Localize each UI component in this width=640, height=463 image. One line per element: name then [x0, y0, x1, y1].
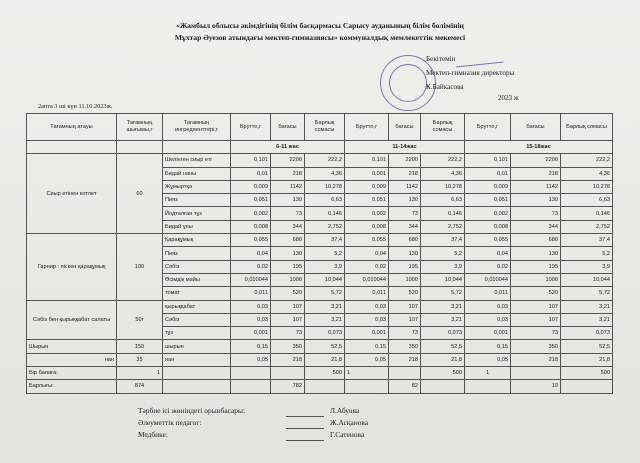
- cell: 0,009: [231, 180, 271, 193]
- dish-yield: 50г: [117, 300, 163, 340]
- signature-row: [138, 417, 368, 429]
- cell: 2,752: [421, 220, 465, 233]
- signature-name: Ж.Асқанова: [330, 418, 369, 427]
- table-header-row: [27, 114, 613, 141]
- cell: 1142: [389, 180, 421, 193]
- cell: 0,001: [345, 167, 389, 180]
- age-group-label: 11-14жас: [345, 141, 465, 154]
- cell: 52,5: [305, 340, 345, 353]
- ingredient: Сәбіз: [163, 260, 231, 273]
- cell: 0,051: [345, 194, 389, 207]
- ingredient: Қарақұмық: [163, 234, 231, 247]
- cell: 1000: [389, 273, 421, 286]
- cell: 500: [561, 367, 613, 380]
- cell: 73: [389, 327, 421, 340]
- cell: 73: [511, 327, 561, 340]
- cell: 0,01: [231, 167, 271, 180]
- cell: 344: [271, 220, 305, 233]
- signature-name: Л.Абуова: [330, 406, 360, 415]
- cell: 2200: [389, 154, 421, 167]
- dish-yield: 35: [117, 353, 163, 366]
- cell: 3,21: [421, 313, 465, 326]
- approval-line-2: Мектеп-гимназия директоры: [426, 69, 515, 77]
- cell: 0,03: [345, 313, 389, 326]
- cell: 0,15: [345, 340, 389, 353]
- column-header: бағасы: [511, 114, 561, 141]
- cell: 6,63: [421, 194, 465, 207]
- cell: 2,752: [561, 220, 613, 233]
- row-label: Бір балаға:: [27, 367, 117, 380]
- cell: 874: [117, 380, 163, 393]
- dish-name: Гарнир : піскен қарақұмық: [27, 234, 117, 300]
- cell: 0,02: [231, 260, 271, 273]
- cell: 5,72: [421, 287, 465, 300]
- cell: 0,002: [231, 207, 271, 220]
- cell: 0,073: [305, 327, 345, 340]
- table-row: [27, 154, 613, 167]
- dish-yield: 150: [117, 340, 163, 353]
- cell: 130: [271, 194, 305, 207]
- cell: 0,010044: [231, 273, 271, 286]
- ingredient: Сәбіз: [163, 313, 231, 326]
- cell: 0,03: [231, 300, 271, 313]
- signatures-block: [138, 405, 368, 441]
- cell: 73: [511, 207, 561, 220]
- menu-day: 2апта 3 ші күн 11.10.2023ж.: [38, 103, 113, 110]
- signature-mark: [286, 417, 324, 429]
- cell: 10: [511, 380, 561, 393]
- cell: 130: [271, 247, 305, 260]
- cell: 500: [305, 367, 345, 380]
- ingredient: Йодталған тұз: [163, 207, 231, 220]
- ingredient: томат: [163, 287, 231, 300]
- cell: 0,001: [465, 327, 511, 340]
- cell: 0,009: [345, 180, 389, 193]
- cell: 0,05: [465, 353, 511, 366]
- column-header: Тағамның шығымы,г: [117, 114, 163, 141]
- table-row: [27, 300, 613, 313]
- cell: 680: [389, 234, 421, 247]
- column-header: Брутто,г: [465, 114, 511, 141]
- cell: 350: [511, 340, 561, 353]
- cell: 5,2: [305, 247, 345, 260]
- cell: 222,2: [421, 154, 465, 167]
- ingredient: Жұмыртқа: [163, 180, 231, 193]
- cell: 195: [271, 260, 305, 273]
- menu-table: [26, 113, 613, 394]
- title-line-1: «Жамбыл облысы әкімдігінің білім басқармасы Сарысу ауданының білім бөлімінің: [176, 21, 464, 30]
- cell: 0,010044: [465, 273, 511, 286]
- cell: 222,2: [305, 154, 345, 167]
- ingredient: тұз: [163, 327, 231, 340]
- cell: 0,010044: [345, 273, 389, 286]
- ingredient: Өсімдік майы: [163, 273, 231, 286]
- cell: 0,011: [345, 287, 389, 300]
- cell: 0,008: [231, 220, 271, 233]
- ingredient: шырын: [163, 340, 231, 353]
- age-group-label: 15-18жас: [465, 141, 613, 154]
- cell: 0,146: [561, 207, 613, 220]
- cell: 0,146: [305, 207, 345, 220]
- cell: 107: [271, 313, 305, 326]
- column-header: Барлық сомасы: [305, 114, 345, 141]
- cell: 0,04: [345, 247, 389, 260]
- ingredient: нан: [163, 353, 231, 366]
- cell: 10,278: [305, 180, 345, 193]
- signature-name: Г.Сатенова: [330, 430, 365, 439]
- cell: 0,02: [345, 260, 389, 273]
- signature-mark: [286, 429, 324, 441]
- cell: 0,051: [231, 194, 271, 207]
- cell: 0,009: [465, 180, 511, 193]
- cell: 73: [271, 207, 305, 220]
- cell: 520: [271, 287, 305, 300]
- cell: 10,278: [561, 180, 613, 193]
- cell: 0,04: [231, 247, 271, 260]
- cell: 130: [389, 194, 421, 207]
- cell: 37,4: [421, 234, 465, 247]
- cell: 0,002: [345, 207, 389, 220]
- cell: 0,051: [465, 194, 511, 207]
- approval-block: [426, 52, 514, 94]
- cell: 344: [389, 220, 421, 233]
- cell: 1000: [511, 273, 561, 286]
- approval-line-1: Бекітемін: [426, 55, 456, 63]
- cell: 1: [345, 367, 389, 380]
- cell: 2,752: [305, 220, 345, 233]
- cell: 2200: [511, 154, 561, 167]
- dish-yield: 100: [117, 234, 163, 300]
- signature-row: [138, 429, 368, 441]
- cell: 4,36: [421, 167, 465, 180]
- column-header: Брутто,г: [231, 114, 271, 141]
- cell: 0,008: [345, 220, 389, 233]
- cell: 37,4: [305, 234, 345, 247]
- cell: 218: [389, 353, 421, 366]
- cell: 5,2: [561, 247, 613, 260]
- cell: 130: [511, 194, 561, 207]
- cell: 344: [511, 220, 561, 233]
- column-header: Барлық сомасы: [421, 114, 465, 141]
- signature-role: Тәрбие ісі жөніндегі орынбасары:: [138, 406, 246, 415]
- approval-date: 2023 ж: [498, 94, 519, 102]
- cell: 3,21: [561, 313, 613, 326]
- document-title: [110, 20, 530, 44]
- cell: 82: [389, 380, 421, 393]
- cell: 130: [389, 247, 421, 260]
- cell: 130: [511, 247, 561, 260]
- cell: 218: [511, 353, 561, 366]
- cell: 73: [271, 327, 305, 340]
- column-header: Брутто,г: [345, 114, 389, 141]
- cell: 350: [271, 340, 305, 353]
- cell: 52,5: [561, 340, 613, 353]
- cell: 3,9: [561, 260, 613, 273]
- cell: 3,21: [561, 300, 613, 313]
- cell: 0,15: [465, 340, 511, 353]
- cell: 73: [389, 207, 421, 220]
- cell: 10,044: [305, 273, 345, 286]
- cell: 6,63: [561, 194, 613, 207]
- cell: 52,5: [421, 340, 465, 353]
- column-header: Тағамның атауы: [27, 114, 117, 141]
- cell: 0,001: [231, 327, 271, 340]
- dish-name: Шырын: [27, 340, 117, 353]
- cell: 1: [465, 367, 511, 380]
- cell: 0,05: [345, 353, 389, 366]
- cell: 21,8: [561, 353, 613, 366]
- cell: 3,21: [305, 313, 345, 326]
- cell: 107: [389, 313, 421, 326]
- title-line-2: Мұхтар Әуезов атындағы мектеп-гимназиясы» коммуналдық мемлекеттік мекемесі: [174, 33, 466, 42]
- cell: 0,011: [465, 287, 511, 300]
- cell: 0,055: [465, 234, 511, 247]
- cell: 21,8: [305, 353, 345, 366]
- cell: 0,03: [465, 313, 511, 326]
- column-header: бағасы: [389, 114, 421, 141]
- cell: 1142: [271, 180, 305, 193]
- cell: 107: [271, 300, 305, 313]
- cell: 520: [389, 287, 421, 300]
- approval-line-3: К.Байкасова: [426, 83, 464, 91]
- ingredient: қырыққабат: [163, 300, 231, 313]
- row-label: Барлығы:: [27, 380, 117, 393]
- cell: 6,63: [305, 194, 345, 207]
- cell: 680: [271, 234, 305, 247]
- cell: 218: [271, 167, 305, 180]
- cell: 0,073: [561, 327, 613, 340]
- cell: 350: [389, 340, 421, 353]
- signature-row: [138, 405, 368, 417]
- cell: 4,36: [305, 167, 345, 180]
- cell: 0,101: [465, 154, 511, 167]
- cell: 0,073: [421, 327, 465, 340]
- cell: 107: [511, 313, 561, 326]
- ingredient: Шелінген сиыр еті: [163, 154, 231, 167]
- cell: 3,21: [305, 300, 345, 313]
- ingredient: Бидай наны: [163, 167, 231, 180]
- ingredient: Пияз: [163, 194, 231, 207]
- cell: 10,278: [421, 180, 465, 193]
- cell: 3,9: [421, 260, 465, 273]
- cell: 5,72: [561, 287, 613, 300]
- cell: 0,02: [465, 260, 511, 273]
- cell: 0,002: [465, 207, 511, 220]
- total-row: [27, 380, 613, 393]
- cell: 0,055: [345, 234, 389, 247]
- cell: 4,36: [561, 167, 613, 180]
- cell: 0,01: [465, 167, 511, 180]
- cell: 222,2: [561, 154, 613, 167]
- cell: 0,146: [421, 207, 465, 220]
- cell: 37,4: [561, 234, 613, 247]
- cell: 0,101: [231, 154, 271, 167]
- per-child-row: [27, 367, 613, 380]
- cell: 0,03: [345, 300, 389, 313]
- cell: 218: [389, 167, 421, 180]
- cell: 680: [511, 234, 561, 247]
- cell: 0,03: [465, 300, 511, 313]
- dish-name: нан: [27, 353, 117, 366]
- cell: 0,055: [231, 234, 271, 247]
- dish-yield: 60: [117, 154, 163, 234]
- cell: 1142: [511, 180, 561, 193]
- cell: 0,04: [465, 247, 511, 260]
- cell: 1000: [271, 273, 305, 286]
- signature-mark: [286, 405, 324, 417]
- table-row: [27, 234, 613, 247]
- cell: 195: [389, 260, 421, 273]
- ingredient: Бидай ұны: [163, 220, 231, 233]
- cell: 0,001: [345, 327, 389, 340]
- cell: 0,15: [231, 340, 271, 353]
- cell: 107: [389, 300, 421, 313]
- cell: 195: [511, 260, 561, 273]
- cell: 0,101: [345, 154, 389, 167]
- cell: 218: [511, 167, 561, 180]
- cell: 500: [421, 367, 465, 380]
- cell: 0,008: [465, 220, 511, 233]
- cell: 10,044: [421, 273, 465, 286]
- cell: 3,21: [421, 300, 465, 313]
- column-header: бағасы: [271, 114, 305, 141]
- cell: 0,011: [231, 287, 271, 300]
- signature-role: Медбике:: [138, 430, 168, 439]
- cell: 10,044: [561, 273, 613, 286]
- ingredient: Пияз: [163, 247, 231, 260]
- dish-name: Сәбіз бен қырыққабат салаты: [27, 300, 117, 340]
- cell: 21,8: [421, 353, 465, 366]
- age-group-label: 6-11 жас: [231, 141, 345, 154]
- cell: 107: [511, 300, 561, 313]
- table-row: [27, 340, 613, 353]
- cell: 1: [117, 367, 163, 380]
- dish-name: Сиыр етінен котлет: [27, 154, 117, 234]
- age-group-row: [27, 141, 613, 154]
- column-header: Барлық сомасы: [561, 114, 613, 141]
- cell: 0,05: [231, 353, 271, 366]
- column-header: Тағамның ингредиенттері,г: [163, 114, 231, 141]
- cell: 0,03: [231, 313, 271, 326]
- cell: 5,2: [421, 247, 465, 260]
- table-row: [27, 353, 613, 366]
- cell: 5,72: [305, 287, 345, 300]
- cell: 520: [511, 287, 561, 300]
- signature-role: Әлеуметтік педагог:: [138, 418, 202, 427]
- cell: 2200: [271, 154, 305, 167]
- cell: 3,9: [305, 260, 345, 273]
- cell: 218: [271, 353, 305, 366]
- cell: 782: [271, 380, 305, 393]
